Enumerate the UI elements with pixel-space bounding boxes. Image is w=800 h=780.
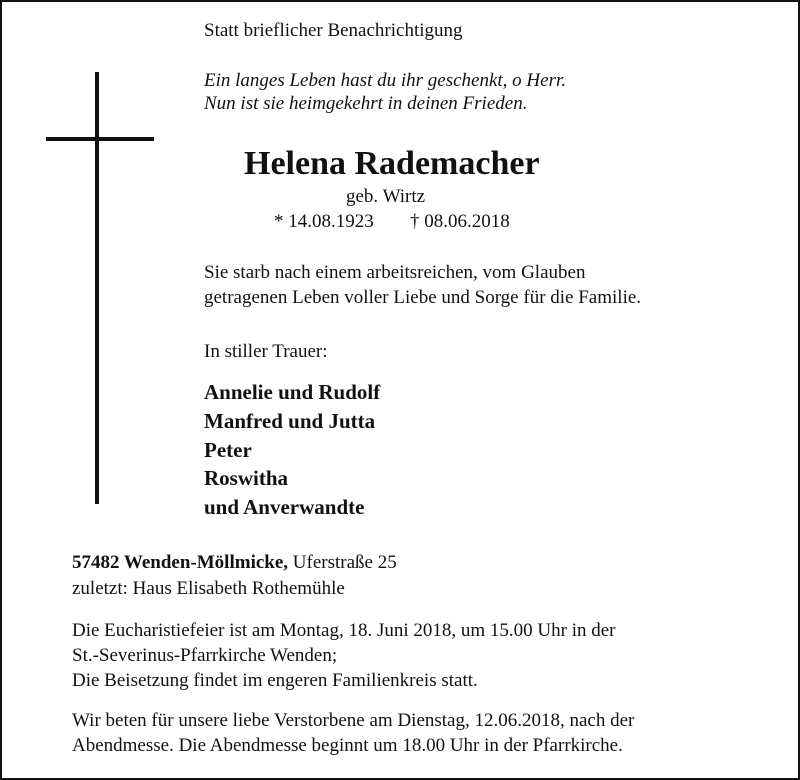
mourner-name: Roswitha [204, 466, 289, 490]
service-line-3: Die Beisetzung findet im engeren Familienkreis statt. [72, 670, 478, 691]
mourner-name: Peter [204, 438, 252, 462]
service-line-2: St.-Severinus-Pfarrkirche Wenden; [72, 645, 338, 666]
last-residence: zuletzt: Haus Elisabeth Rothemühle [72, 578, 345, 599]
prayer-line-1: Wir beten für unsere liebe Verstorbene am Dienstag, 12.06.2018, nach der [72, 710, 635, 731]
notice-line: Statt brieflicher Benachrichtigung [204, 20, 463, 41]
verse-line-2: Nun ist sie heimgekehrt in deinen Frieden. [204, 93, 528, 114]
service-line-1: Die Eucharistiefeier ist am Montag, 18. Juni 2018, um 15.00 Uhr in der [72, 620, 616, 641]
address-street: Uferstraße 25 [288, 552, 397, 573]
prayer-line-2: Abendmesse. Die Abendmesse beginnt um 18.00 Uhr in der Pfarrkirche. [72, 735, 623, 756]
death-date: † 08.06.2018 [410, 211, 510, 232]
mourning-intro: In stiller Trauer: [204, 341, 328, 362]
address-line [72, 552, 397, 574]
deceased-name: Helena Rademacher [244, 145, 540, 182]
verse-line-1: Ein langes Leben hast du ihr geschenkt, o Herr. [204, 70, 567, 91]
address-city: 57482 Wenden-Möllmicke, [72, 552, 289, 573]
tribute-line-2: getragenen Leben voller Liebe und Sorge für die Familie. [204, 287, 642, 308]
mourner-name: Manfred und Jutta [204, 409, 376, 433]
cross-icon-horizontal [46, 137, 154, 141]
mourner-name: Annelie und Rudolf [204, 380, 381, 404]
birth-date: * 14.08.1923 [274, 211, 374, 232]
tribute-line-1: Sie starb nach einem arbeitsreichen, vom Glauben [204, 262, 586, 283]
maiden-name: geb. Wirtz [346, 186, 426, 207]
mourner-name: und Anverwandte [204, 495, 365, 519]
